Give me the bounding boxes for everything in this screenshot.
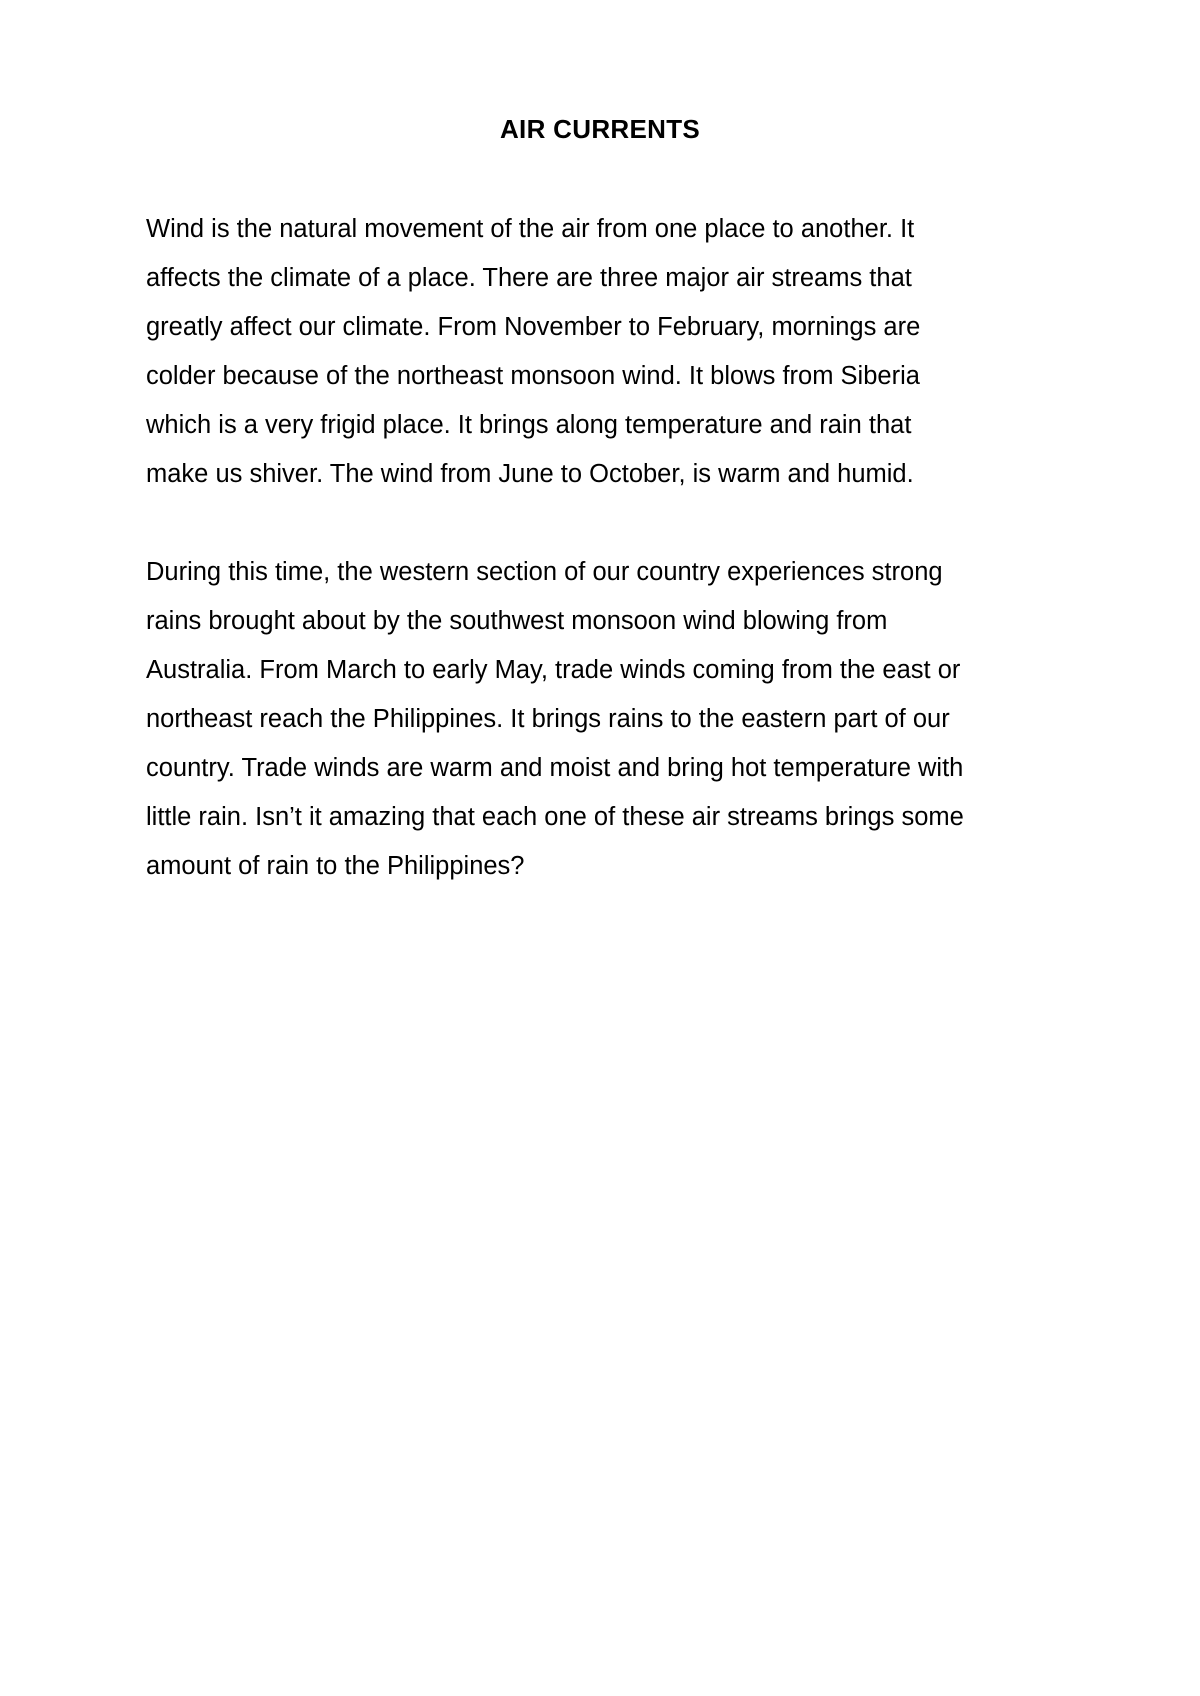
paragraph-line: affects the climate of a place. There are three major air streams that bbox=[146, 264, 912, 292]
paragraph-line: northeast reach the Philippines. It brings rains to the eastern part of our bbox=[146, 705, 950, 733]
paragraph-line: greatly affect our climate. From November to February, mornings are bbox=[146, 313, 921, 341]
paragraph-line: rains brought about by the southwest monsoon wind blowing from bbox=[146, 607, 888, 635]
paragraph-line: which is a very frigid place. It brings along temperature and rain that bbox=[146, 411, 912, 439]
paragraph-line: During this time, the western section of our country experiences strong bbox=[146, 558, 943, 586]
paragraph-line: country. Trade winds are warm and moist and bring hot temperature with bbox=[146, 754, 964, 782]
paragraph-line: colder because of the northeast monsoon wind. It blows from Siberia bbox=[146, 362, 920, 390]
paragraph-line: Australia. From March to early May, trade winds coming from the east or bbox=[146, 656, 961, 684]
paragraph-line: make us shiver. The wind from June to October, is warm and humid. bbox=[146, 460, 914, 488]
document-title: AIR CURRENTS bbox=[499, 114, 701, 144]
paragraph-line: amount of rain to the Philippines? bbox=[146, 852, 525, 880]
paragraph-2 bbox=[146, 548, 1066, 891]
paragraph-line: little rain. Isn’t it amazing that each one of these air streams brings some bbox=[146, 803, 964, 831]
paragraph-1 bbox=[146, 205, 1066, 499]
paragraph-line: Wind is the natural movement of the air from one place to another. It bbox=[146, 215, 915, 243]
